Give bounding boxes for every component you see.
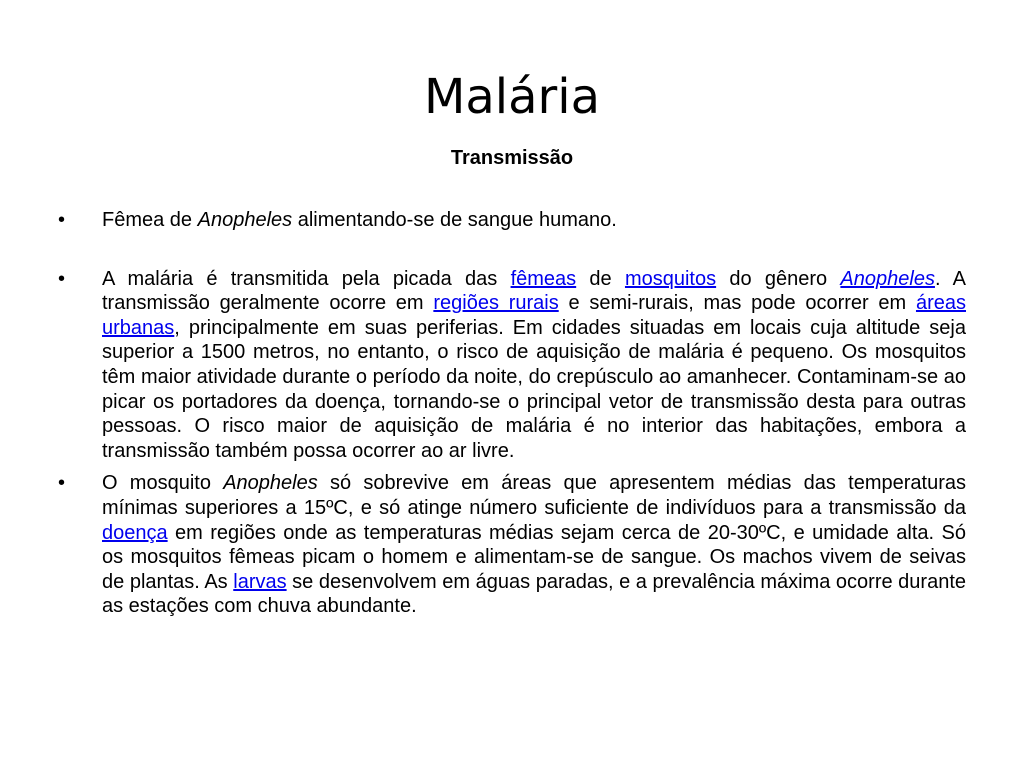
text-run: . A transmissão geralmente ocorre em (102, 267, 967, 315)
text-run: do gênero (716, 267, 841, 290)
bullet-dot-icon: • (58, 209, 66, 231)
genus-name: Anopheles (197, 209, 293, 231)
bullet-text (102, 267, 966, 464)
text-run: , principalmente em suas periferias. Em cidades situadas em locais cuja altitude seja superior a 1500 metros, no entanto, o risco de aquisição de malária é pequeno. Os mosquitos têm maior atividade durante o período da noite, do crepúsculo ao amanhecer. Contaminam-se ao picar os portadores da doença, tornando-se o principal vetor de transmissão desta para outras pessoas. O risco maior de aquisição de malária é no interior das habitações, embora a transmissão também possa ocorrer ao ar livre. (102, 316, 966, 462)
bullet-item-2 (58, 267, 966, 464)
text-run: em regiões onde as temperaturas médias sejam cerca de 20-30ºC, e umidade alta. Só os mosquitos fêmeas picam o homem e alimentam-se de sangue. Os machos vivem de seivas de plantas. As (102, 521, 966, 593)
genus-name: Anopheles (223, 472, 318, 495)
bullet-text (102, 208, 966, 233)
bullet-item-1 (58, 208, 966, 233)
text-run: A malária é transmitida pela picada das (102, 267, 511, 290)
link-femeas[interactable]: fêmeas (510, 267, 577, 290)
slide-subtitle: Transmissão (450, 147, 574, 169)
text-run: só sobrevive em áreas que apresentem médias das temperaturas mínimas superiores a 15ºC, e só atinge número suficiente de indivíduos para a transmissão da (102, 472, 966, 519)
text-run: O mosquito (102, 472, 224, 495)
link-regioes-rurais[interactable]: regiões rurais (433, 292, 559, 315)
link-larvas[interactable]: larvas (233, 570, 287, 593)
link-anopheles[interactable] (840, 268, 935, 290)
text-run: Fêmea de (102, 209, 198, 231)
bullet-text (102, 471, 966, 619)
link-areas-urbanas[interactable]: áreas urbanas (102, 292, 966, 339)
bullet-list (58, 208, 966, 619)
text-run: de (576, 267, 625, 290)
text-run: e semi-rurais, mas pode ocorrer em (558, 292, 916, 315)
bullet-dot-icon: • (58, 472, 66, 495)
slide-title: Malária (423, 69, 601, 125)
link-mosquitos[interactable]: mosquitos (624, 267, 717, 290)
text-run: se desenvolvem em águas paradas, e a prevalência máxima ocorre durante as estações com chuva abundante. (102, 570, 967, 618)
bullet-dot-icon: • (58, 267, 66, 290)
genus-name: Anopheles (840, 267, 935, 290)
text-run: alimentando-se de sangue humano. (292, 209, 617, 231)
bullet-item-3 (58, 471, 966, 619)
link-doenca[interactable]: doença (102, 521, 168, 544)
